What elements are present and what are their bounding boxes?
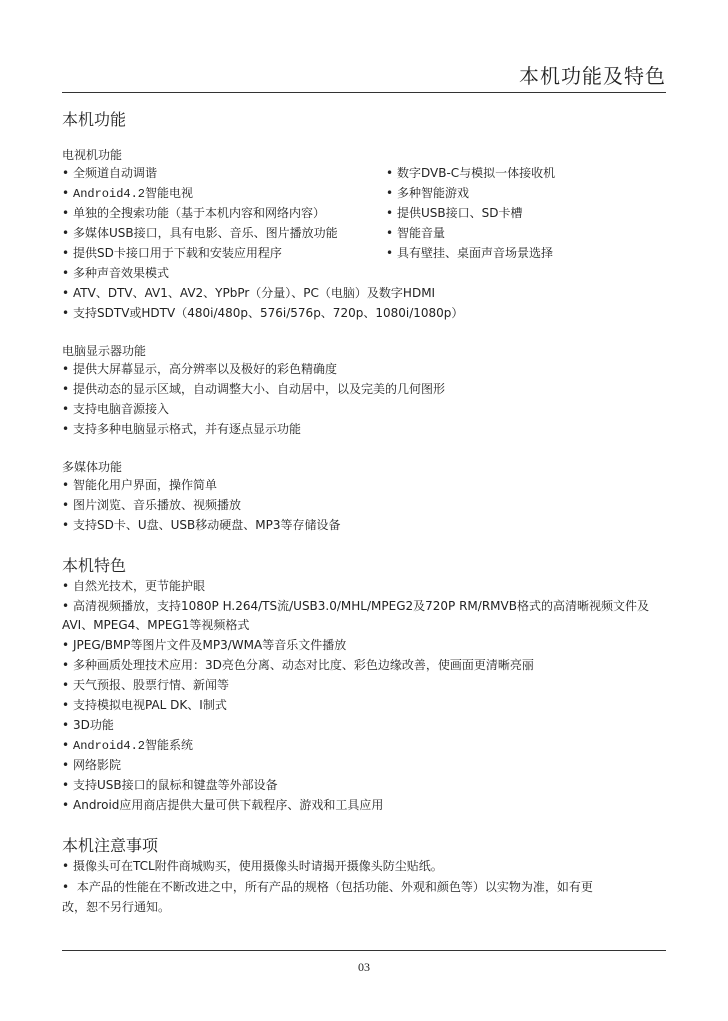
list-item: • 提供动态的显示区域，自动调整大小、自动居中，以及完美的几何图形 [62,382,446,396]
characteristics-heading: 本机特色 [62,556,127,575]
list-item: • ATV、DTV、AV1、AV2、YPbPr（分量）、PC（电脑）及数字HDMI [62,286,436,300]
list-item: • 数字DVB-C与模拟一体接收机 [386,166,556,180]
list-item: • 提供USB接口、SD卡槽 [386,206,523,220]
list-item-continuation: AVI、MPEG4、MPEG1等视频格式 [62,618,250,632]
list-item: • 多种画质处理技术应用：3D亮色分离、动态对比度、彩色边缘改善，使画面更清晰亮丽 [62,658,534,672]
list-item: • 图片浏览、音乐播放、视频播放 [62,498,242,512]
list-item: • 多种智能游戏 [386,186,470,200]
list-item: • 全频道自动调谐 [62,166,158,180]
list-item: • 多种声音效果模式 [62,266,170,280]
list-item: • 智能音量 [386,226,446,240]
list-item: • 单独的全搜索功能（基于本机内容和网络内容） [62,206,326,220]
list-item: • 3D功能 [62,718,114,732]
list-item: • 支持USB接口的鼠标和键盘等外部设备 [62,778,278,792]
tv-functions-heading: 电视机功能 [62,148,123,162]
list-item: • 本产品的性能在不断改进之中，所有产品的规格（包括功能、外观和颜色等）以实物为准，如有更 [62,880,593,894]
list-item: • 高清视频播放，支持1080P H.264/TS流/USB3.0/MHL/MPEG2及720P RM/RMVB格式的高清晰视频文件及 [62,599,649,613]
list-item: • 天气预报、股票行情、新闻等 [62,678,230,692]
list-item: • 支持多种电脑显示格式，并有逐点显示功能 [62,422,302,436]
features-heading: 本机功能 [62,110,127,129]
list-item: • 支持模拟电视PAL DK、I制式 [62,698,227,712]
list-item: • Android应用商店提供大量可供下载程序、游戏和工具应用 [62,798,384,812]
multimedia-functions-heading: 多媒体功能 [62,460,123,474]
list-item: • 摄像头可在TCL附件商城购买，使用摄像头时请揭开摄像头防尘贴纸。 [62,859,443,873]
page-number: 03 [358,960,370,974]
pc-functions-heading: 电脑显示器功能 [62,344,147,358]
list-item: • 支持电脑音源接入 [62,402,170,416]
header-rule [62,92,666,93]
list-item-continuation: 改，恕不另行通知。 [62,900,171,914]
list-item: • 多媒体USB接口，具有电影、音乐、图片播放功能 [62,226,338,240]
page-header-title: 本机功能及特色 [519,64,666,88]
list-item: • 支持SD卡、U盘、USB移动硬盘、MP3等存储设备 [62,518,341,532]
footer-rule [62,950,666,951]
list-item: • 具有壁挂、桌面声音场景选择 [386,246,554,260]
list-item: • JPEG/BMP等图片文件及MP3/WMA等音乐文件播放 [62,638,347,652]
list-item: • 支持SDTV或HDTV（480i/480p、576i/576p、720p、1080i/1080p） [62,306,464,320]
notes-heading: 本机注意事项 [62,836,159,855]
list-item: • 自然光技术，更节能护眼 [62,579,206,593]
list-item: • 网络影院 [62,758,122,772]
list-item: • 智能化用户界面，操作简单 [62,478,218,492]
list-item: • Android4.2智能系统 [62,738,194,753]
list-item: • 提供大屏幕显示，高分辨率以及极好的彩色精确度 [62,362,338,376]
list-item: • 提供SD卡接口用于下载和安装应用程序 [62,246,282,260]
list-item: • Android4.2智能电视 [62,186,194,201]
